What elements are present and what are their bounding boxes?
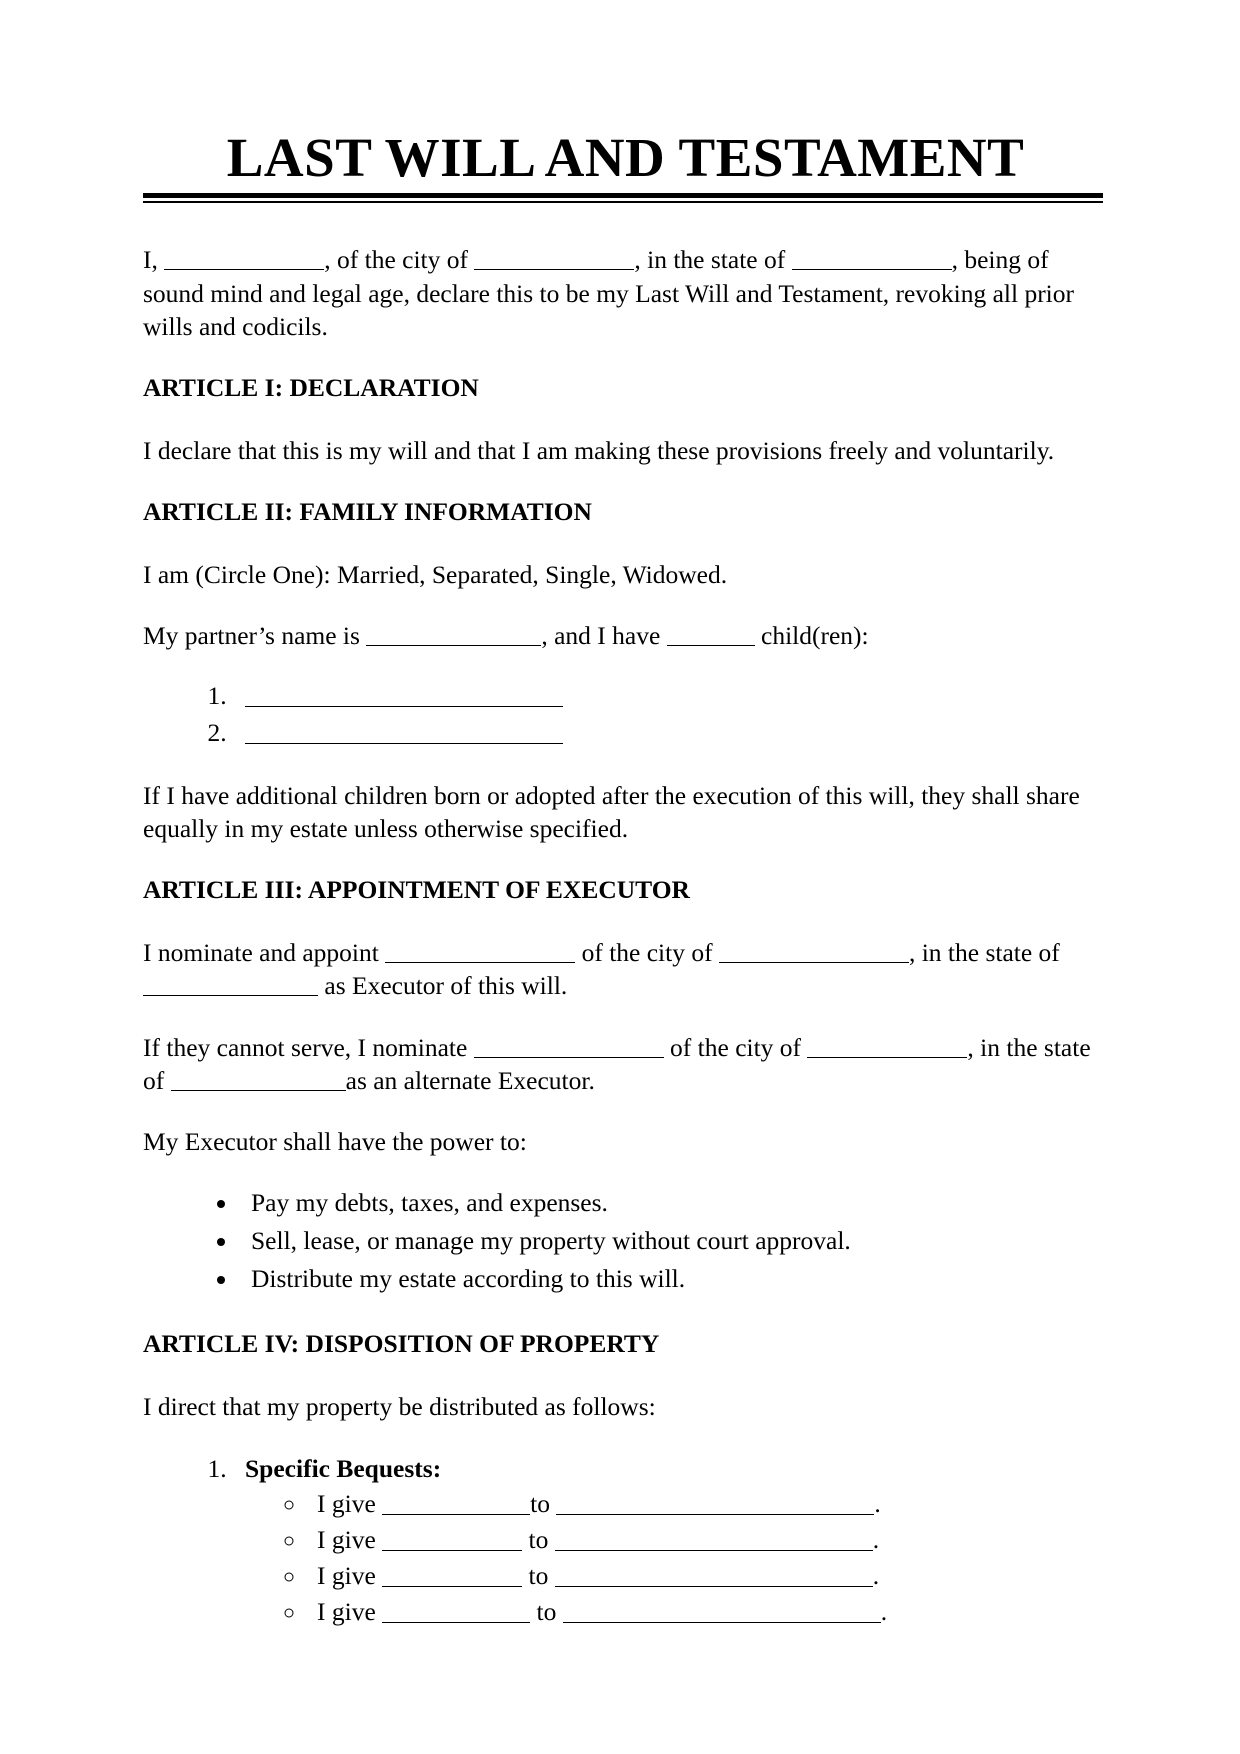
alternate-segment-2: of the city of: [663, 1032, 808, 1062]
title-divider: [143, 193, 1103, 203]
blank-bequest-item-1[interactable]: [382, 1490, 530, 1515]
intro-segment-4: , being of sound mind and legal age, declare this to be my Last Will and Testament, revoking all prior wills and codicils.: [143, 245, 1075, 341]
give-label: I give: [317, 1524, 383, 1554]
blank-executor-state[interactable]: [143, 971, 318, 996]
page-title: LAST WILL AND TESTAMENT: [226, 127, 1025, 188]
blank-executor-city[interactable]: [719, 938, 909, 963]
list-item: • Distribute my estate according to this will.: [239, 1262, 1108, 1295]
blank-bequest-item-4[interactable]: [382, 1598, 530, 1623]
blank-bequest-recipient-3[interactable]: [555, 1562, 873, 1587]
give-label: I give: [317, 1488, 383, 1518]
article-2-heading: ARTICLE II: FAMILY INFORMATION: [143, 497, 592, 527]
blank-bequest-item-2[interactable]: [382, 1526, 522, 1551]
list-item: • Sell, lease, or manage my property without court approval.: [239, 1224, 1108, 1257]
nominate-segment-4: as Executor of this will.: [318, 971, 568, 1001]
blank-alternate-executor-state[interactable]: [171, 1065, 346, 1090]
partner-segment-2: , and I have: [541, 621, 667, 651]
period-mark: .: [872, 1561, 880, 1591]
alternate-executor-paragraph: [143, 1031, 1108, 1097]
nominate-segment-3: , in the state of: [908, 938, 1060, 968]
blank-children-count[interactable]: [667, 621, 755, 646]
blank-child-1[interactable]: [245, 681, 563, 706]
period-mark: .: [872, 1524, 880, 1554]
blank-bequest-recipient-4[interactable]: [563, 1598, 881, 1623]
blank-bequest-item-3[interactable]: [382, 1562, 522, 1587]
article-1-heading: ARTICLE I: DECLARATION: [143, 372, 479, 402]
blank-testator-state[interactable]: [792, 245, 952, 270]
blank-testator-city[interactable]: [474, 245, 634, 270]
intro-segment-1: I,: [143, 245, 165, 275]
bequests-list: [143, 1452, 1108, 1629]
executor-powers-intro: My Executor shall have the power to:: [143, 1126, 527, 1156]
intro-paragraph: [143, 243, 1108, 342]
bequest-line-list: [245, 1487, 1108, 1629]
list-item: [307, 1487, 1108, 1520]
list-item: • Pay my debts, taxes, and expenses.: [239, 1186, 1108, 1219]
intro-segment-3: , in the state of: [634, 245, 792, 275]
executor-nomination-paragraph: [143, 936, 1108, 1002]
blank-alternate-executor-name[interactable]: [474, 1032, 664, 1057]
blank-alternate-executor-city[interactable]: [807, 1032, 967, 1057]
partner-line: [143, 619, 1108, 652]
blank-testator-name[interactable]: [164, 245, 324, 270]
document-content: [143, 128, 1108, 1631]
children-list: [143, 679, 1108, 749]
period-mark: .: [874, 1488, 881, 1518]
blank-bequest-recipient-2[interactable]: [555, 1526, 873, 1551]
article-1-body: I declare that this is my will and that I am making these provisions freely and voluntarily.: [143, 435, 1055, 465]
partner-segment-3: child(ren):: [754, 621, 869, 651]
blank-partner-name[interactable]: [366, 621, 541, 646]
blank-bequest-recipient-1[interactable]: [556, 1490, 874, 1515]
specific-bequests-label: Specific Bequests:: [245, 1453, 442, 1483]
disposition-intro: I direct that my property be distributed as follows:: [143, 1392, 656, 1422]
partner-segment-1: My partner’s name is: [143, 621, 367, 651]
list-item: [233, 716, 1108, 749]
alternate-segment-1: If they cannot serve, I nominate: [143, 1032, 474, 1062]
to-label: to: [522, 1561, 555, 1591]
to-label: to: [530, 1597, 563, 1627]
nominate-segment-1: I nominate and appoint: [143, 938, 386, 968]
article-3-heading: ARTICLE III: APPOINTMENT OF EXECUTOR: [143, 875, 690, 905]
alternate-segment-4: as an alternate Executor.: [345, 1065, 595, 1095]
afterborn-children-paragraph: If I have additional children born or adopted after the execution of this will, they shall share equally in my estate unless otherwise specified.: [143, 780, 1080, 843]
nominate-segment-2: of the city of: [575, 938, 719, 968]
blank-executor-name[interactable]: [385, 938, 575, 963]
list-item: [233, 679, 1108, 712]
list-item: [307, 1559, 1108, 1592]
divider-rule-thin: [143, 201, 1103, 203]
alternate-segment-3: , in the state of: [143, 1032, 1091, 1095]
to-label: to: [530, 1488, 557, 1518]
give-label: I give: [317, 1597, 383, 1627]
marital-status-line: I am (Circle One): Married, Separated, Single, Widowed.: [143, 560, 728, 590]
blank-child-2[interactable]: [245, 718, 563, 743]
list-item: [233, 1452, 1108, 1629]
give-label: I give: [317, 1561, 383, 1591]
article-4-heading: ARTICLE IV: DISPOSITION OF PROPERTY: [143, 1329, 660, 1359]
list-item: [307, 1523, 1108, 1556]
to-label: to: [522, 1524, 555, 1554]
executor-powers-list: [143, 1186, 1108, 1295]
list-item: [307, 1595, 1108, 1628]
period-mark: .: [880, 1597, 888, 1627]
intro-segment-2: , of the city of: [324, 245, 475, 275]
